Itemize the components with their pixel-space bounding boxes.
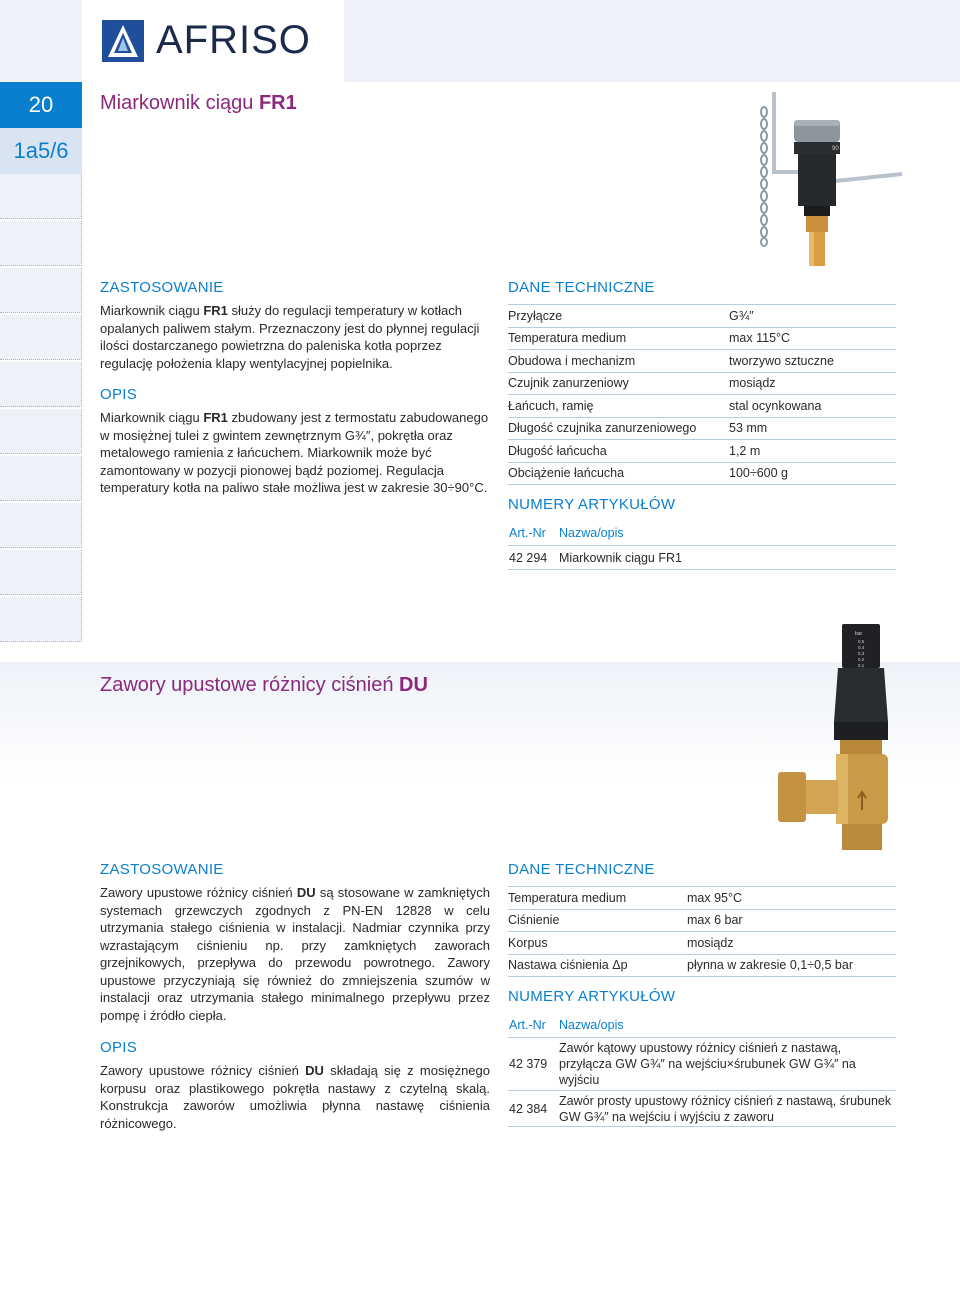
tech-label: Temperatura medium	[508, 327, 729, 350]
art-name-header: Nazwa/opis	[558, 1013, 896, 1038]
articles-header-row	[508, 521, 896, 546]
tech-value: 53 mm	[729, 417, 896, 440]
product1-zastosowanie-text: Miarkownik ciągu FR1 służy do regulacji temperatury w kotłach opalanych paliwem stałym. Przeznaczony jest do płynnej regulacji ilości dostarczanego powietrzna do paleniska kotła poprzez regulację położenia klapy wentylacyjnej popielnika.	[100, 303, 480, 371]
articles-header-row	[508, 1013, 896, 1038]
article-row	[508, 546, 896, 570]
tech-value: mosiądz	[729, 372, 896, 395]
gauge-unit-label: bar	[855, 631, 863, 637]
tech-value: 100÷600 g	[729, 462, 896, 485]
product2-tech-table	[508, 886, 896, 977]
tech-value: max 6 bar	[687, 909, 896, 932]
tech-row	[508, 440, 896, 463]
tech-value: G¾″	[729, 305, 896, 328]
sidebar-tab	[0, 456, 82, 501]
sidebar-tab	[0, 550, 82, 595]
tech-label: Nastawa ciśnienia Δp	[508, 954, 687, 977]
sidebar-tab	[0, 409, 82, 454]
article-nr: 42 384	[508, 1091, 558, 1127]
product1-title: Miarkownik ciągu FR1	[100, 92, 297, 114]
product2-title: Zawory upustowe różnicy ciśnień DU	[100, 674, 428, 696]
article-row	[508, 1091, 896, 1127]
product1-opis-heading: OPIS	[100, 386, 138, 403]
tech-label: Korpus	[508, 932, 687, 955]
gauge-tick-label: 0,3	[858, 651, 865, 656]
tech-label: Łańcuch, ramię	[508, 395, 729, 418]
product2-opis-heading: OPIS	[100, 1039, 138, 1056]
tech-value: mosiądz	[687, 932, 896, 955]
product2-opis-text: Zawory upustowe różnicy ciśnień DU składają się z mosiężnego korpusu oraz plastikowego pokrętła nastawy z czytelną skalą. Konstrukcja zaworów umożliwia płynna nastawę ciśnienia różnicowego.	[100, 1063, 490, 1131]
article-nr: 42 294	[508, 546, 558, 570]
tech-row	[508, 909, 896, 932]
sidebar-tab	[0, 597, 82, 642]
tech-value: tworzywo sztuczne	[729, 350, 896, 373]
art-name-header: Nazwa/opis	[558, 521, 896, 546]
sidebar-tab	[0, 503, 82, 548]
tech-value: stal ocynkowana	[729, 395, 896, 418]
section-number: 1a5/6	[0, 128, 82, 174]
tech-label: Czujnik zanurzeniowy	[508, 372, 729, 395]
tech-label: Temperatura medium	[508, 887, 687, 910]
sidebar-tab	[0, 221, 82, 266]
gauge-tick-label: 0,1	[858, 663, 865, 668]
product2-tech-heading: DANE TECHNICZNE	[508, 861, 655, 878]
tech-row	[508, 954, 896, 977]
product2-articles-table	[508, 1013, 896, 1127]
art-nr-header: Art.-Nr	[508, 1013, 558, 1038]
gauge-tick-label: 0,2	[858, 657, 865, 662]
tech-value: 1,2 m	[729, 440, 896, 463]
article-name: Zawór kątowy upustowy różnicy ciśnień z nastawą, przyłącza GW G¾″ na wejściu×śrubunek GW G¾″ na wyjściu	[558, 1038, 896, 1091]
svg-text:90: 90	[832, 146, 839, 152]
product1-opis-text: Miarkownik ciągu FR1 zbudowany jest z termostatu zabudowanego w mosiężnej tulei z gwintem zewnętrznym G¾″, pokrętła oraz metalowego ramienia z łańcuchem. Miarkownik może być zamontowany w pozycji pionowej bądź poziomej. Regulacja temperatury kotła na paliwo stałe możliwa jest w zakresie 30÷90°C.	[100, 410, 489, 495]
tech-value: max 95°C	[687, 887, 896, 910]
tech-value: max 115°C	[729, 327, 896, 350]
art-nr-header: Art.-Nr	[508, 521, 558, 546]
product1-numery-heading: NUMERY ARTYKUŁÓW	[508, 496, 676, 513]
sidebar-tab	[0, 174, 82, 219]
tech-value: płynna w zakresie 0,1÷0,5 bar	[687, 954, 896, 977]
tech-label: Obudowa i mechanizm	[508, 350, 729, 373]
tech-label: Długość czujnika zanurzeniowego	[508, 417, 729, 440]
tech-row	[508, 462, 896, 485]
tech-label: Przyłącze	[508, 305, 729, 328]
page-number: 20	[0, 82, 82, 128]
tech-label: Obciążenie łańcucha	[508, 462, 729, 485]
article-name: Miarkownik ciągu FR1	[558, 546, 896, 570]
sidebar-tab	[0, 268, 82, 313]
tech-row	[508, 350, 896, 373]
product1-tech-table	[508, 304, 896, 485]
gauge-tick-label: 0,5	[858, 639, 865, 644]
tech-row	[508, 887, 896, 910]
brand-name: AFRISO	[156, 18, 311, 62]
product1-tech-heading: DANE TECHNICZNE	[508, 279, 655, 296]
product2-zastosowanie-heading: ZASTOSOWANIE	[100, 861, 224, 878]
tech-row	[508, 305, 896, 328]
article-name: Zawór prosty upustowy różnicy ciśnień z nastawą, śrubunek GW G¾″ na wejściu i wyjściu z zaworu	[558, 1091, 896, 1127]
sidebar-tabs	[0, 174, 82, 662]
tech-label: Długość łańcucha	[508, 440, 729, 463]
article-nr: 42 379	[508, 1038, 558, 1091]
fr1-regulator-image	[752, 92, 902, 272]
product2-numery-heading: NUMERY ARTYKUŁÓW	[508, 988, 676, 1005]
tech-row	[508, 327, 896, 350]
product1-articles-table	[508, 521, 896, 570]
tech-row	[508, 932, 896, 955]
gauge-tick-label: 0,4	[858, 645, 865, 650]
tech-row	[508, 417, 896, 440]
sidebar-tab	[0, 315, 82, 360]
product1-zastosowanie-heading: ZASTOSOWANIE	[100, 279, 224, 296]
sidebar-tab	[0, 362, 82, 407]
tech-row	[508, 395, 896, 418]
tech-row	[508, 372, 896, 395]
product2-zastosowanie-text: Zawory upustowe różnicy ciśnień DU są stosowane w zamkniętych systemach grzewczych zgodnych z PN-EN 12828 w celu utrzymania stałego ciśnienia w instalacji. Nadmiar czynnika przy wzrastającym ciśnieniu np. przy zamkniętych zaworach grzejnikowych, przepływa do przewodu powrotnego. Zawory upustowe przyczyniają się również do zmniejszenia szumów w instalacji oraz utrzymania stałego minimalnego przepływu przez pompę i źródło ciepła.	[100, 885, 491, 1023]
tech-label: Ciśnienie	[508, 909, 687, 932]
du-valve-image	[778, 622, 896, 852]
article-row	[508, 1038, 896, 1091]
afriso-logo-icon	[102, 20, 144, 62]
